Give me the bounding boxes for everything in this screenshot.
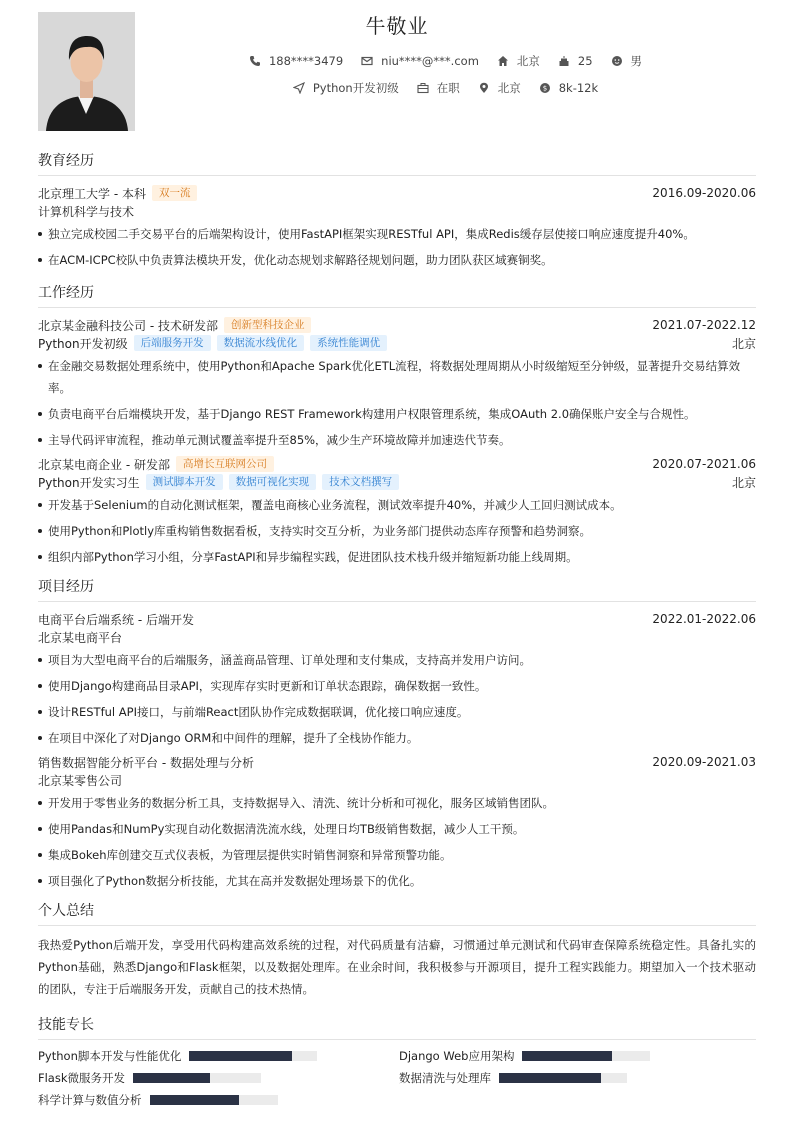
major-name: 计算机科学与技术 xyxy=(38,204,135,219)
job-bullets xyxy=(38,494,756,568)
company-tag: 高增长互联网公司 xyxy=(176,456,274,472)
phone-icon xyxy=(249,55,261,67)
age-text: 25 xyxy=(577,54,593,68)
job-role-row xyxy=(38,473,756,491)
skill-level-bar xyxy=(499,1073,627,1083)
list-item: 负责电商平台后端模块开发，基于Django REST Framework构建用户权限管理系统，集成OAuth 2.0确保账户安全与合规性。 xyxy=(38,403,756,425)
project-org-row xyxy=(38,771,756,789)
job-date: 2020.07-2021.06 xyxy=(652,457,756,471)
work-title: 工作经历 xyxy=(38,282,756,308)
skill-level-fill xyxy=(133,1073,210,1083)
list-item: 开发用于零售业务的数据分析工具，支持数据导入、清洗、统计分析和可视化，服务区域销售团队。 xyxy=(38,792,756,814)
project-header-row xyxy=(38,610,756,628)
user-face-icon xyxy=(611,55,623,67)
contact-info-row xyxy=(135,53,756,69)
project-org: 北京某零售公司 xyxy=(38,773,123,788)
list-item: 使用Django构建商品目录API，实现库存实时更新和订单状态跟踪，确保数据一致性。 xyxy=(38,675,756,697)
list-item: 在项目中深化了对Django ORM和中间件的理解，提升了全栈协作能力。 xyxy=(38,727,756,749)
project-bullets xyxy=(38,649,756,749)
job-role: Python开发初级 xyxy=(38,336,128,351)
job-entry xyxy=(38,316,756,451)
list-item: 开发基于Selenium的自动化测试框架，覆盖电商核心业务流程，测试效率提升40%，并减少人工回归测试成本。 xyxy=(38,494,756,516)
svg-text:$: $ xyxy=(542,84,547,93)
send-icon xyxy=(293,82,305,94)
project-date: 2020.09-2021.03 xyxy=(652,755,756,769)
job-bullets xyxy=(38,355,756,451)
job-date: 2021.07-2022.12 xyxy=(652,318,756,332)
skill-level-fill xyxy=(189,1051,291,1061)
list-item: 项目为大型电商平台的后端服务，涵盖商品管理、订单处理和支付集成，支持高并发用户访问。 xyxy=(38,649,756,671)
gender-item xyxy=(611,53,643,69)
city-item xyxy=(478,80,521,96)
age-item xyxy=(558,54,593,68)
company-name: 北京某金融科技公司 - 技术研发部 xyxy=(38,318,218,333)
list-item: 设计RESTful API接口，与前端React团队协作完成数据联调，优化接口响应速度。 xyxy=(38,701,756,723)
project-bullets xyxy=(38,792,756,892)
skill-tag: 系统性能调优 xyxy=(310,335,387,351)
skill-item xyxy=(399,1070,756,1086)
education-section xyxy=(38,150,756,275)
candidate-name: 牛敬业 xyxy=(365,14,429,38)
skill-item xyxy=(38,1092,399,1108)
project-header-row xyxy=(38,753,756,771)
email-item xyxy=(361,54,479,68)
skills-section xyxy=(38,1014,756,1108)
status-item xyxy=(417,80,460,96)
skill-tag: 数据流水线优化 xyxy=(217,335,305,351)
skill-level-bar xyxy=(522,1051,650,1061)
position-text: Python开发初级 xyxy=(312,81,399,95)
list-item: 在金融交易数据处理系统中，使用Python和Apache Spark优化ETL流程，将数据处理周期从小时级缩短至分钟级，显著提升交易结算效率。 xyxy=(38,355,756,399)
phone-item xyxy=(249,54,343,68)
skill-name: 数据清洗与处理库 xyxy=(399,1071,491,1085)
skill-level-bar xyxy=(150,1095,278,1105)
skill-item xyxy=(38,1048,399,1064)
list-item: 使用Python和Plotly库重构销售数据看板，支持实时交互分析，为业务部门提供动态库存预警和趋势洞察。 xyxy=(38,520,756,542)
skill-level-bar xyxy=(133,1073,261,1083)
phone-text: 188****3479 xyxy=(268,54,344,68)
project-name: 销售数据智能分析平台 - 数据处理与分析 xyxy=(38,755,254,770)
cake-icon xyxy=(558,55,570,67)
skill-tag: 后端服务开发 xyxy=(134,335,211,351)
education-title: 教育经历 xyxy=(38,150,756,176)
money-icon xyxy=(539,82,551,94)
skill-tag: 测试脚本开发 xyxy=(146,474,223,490)
job-location: 北京 xyxy=(731,475,756,490)
job-header-row xyxy=(38,455,756,473)
list-item: 在ACM-ICPC校队中负责算法模块开发，优化动态规划求解路径规划问题，助力团队获区域赛铜奖。 xyxy=(38,249,756,271)
home-icon xyxy=(497,55,509,67)
project-entry xyxy=(38,753,756,892)
projects-section xyxy=(38,576,756,896)
education-date: 2016.09-2020.06 xyxy=(652,186,756,200)
job-header-row xyxy=(38,316,756,334)
list-item: 主导代码评审流程，推动单元测试覆盖率提升至85%，减少生产环境故障并加速迭代节奏。 xyxy=(38,429,756,451)
skill-name: 科学计算与数值分析 xyxy=(38,1093,142,1107)
skill-level-fill xyxy=(150,1095,240,1105)
skills-title: 技能专长 xyxy=(38,1014,756,1040)
list-item: 组织内部Python学习小组，分享FastAPI和异步编程实践，促进团队技术栈升级并缩短新功能上线周期。 xyxy=(38,546,756,568)
project-org: 北京某电商平台 xyxy=(38,630,123,645)
skill-level-bar xyxy=(189,1051,317,1061)
summary-text: 我热爱Python后端开发，享受用代码构建高效系统的过程，对代码质量有洁癖，习惯通过单元测试和代码审查保障系统稳定性。具备扎实的Python基础，熟悉Django和Flask框架，以及数据处理库。在业余时间，我积极参与开源项目，提升工程实践能力。期望加入一个技术驱动的团队，专注于后端服务开发，贡献自己的技术热情。 xyxy=(38,938,756,996)
company-tag: 创新型科技企业 xyxy=(224,317,312,333)
resume-page xyxy=(38,0,756,1123)
job-role-row xyxy=(38,334,756,352)
project-name: 电商平台后端系统 - 后端开发 xyxy=(38,612,194,627)
work-section xyxy=(38,282,756,572)
skill-item xyxy=(399,1048,756,1064)
skill-tag: 数据可视化实现 xyxy=(229,474,317,490)
hometown-text: 北京 xyxy=(516,54,540,68)
job-role: Python开发实习生 xyxy=(38,475,140,490)
list-item: 集成Bokeh库创建交互式仪表板，为管理层提供实时销售洞察和异常预警功能。 xyxy=(38,844,756,866)
salary-text: 8k-12k xyxy=(558,81,599,95)
skill-name: Python脚本开发与性能优化 xyxy=(38,1049,182,1063)
skill-level-fill xyxy=(499,1073,601,1083)
skills-grid xyxy=(38,1048,756,1108)
education-bullets xyxy=(38,223,756,271)
status-text: 在职 xyxy=(436,81,460,95)
major-row xyxy=(38,202,756,220)
position-item xyxy=(293,80,399,96)
list-item: 独立完成校园二手交易平台的后端架构设计，使用FastAPI框架实现RESTful API，集成Redis缓存层使接口响应速度提升40%。 xyxy=(38,223,756,245)
skill-level-fill xyxy=(522,1051,612,1061)
project-entry xyxy=(38,610,756,749)
job-location: 北京 xyxy=(731,336,756,351)
city-text: 北京 xyxy=(497,81,521,95)
gender-text: 男 xyxy=(630,54,643,68)
hometown-item xyxy=(497,53,540,69)
education-header-row xyxy=(38,184,756,202)
location-pin-icon xyxy=(478,82,490,94)
skill-name: Flask微服务开发 xyxy=(38,1071,126,1085)
projects-title: 项目经历 xyxy=(38,576,756,602)
project-date: 2022.01-2022.06 xyxy=(652,612,756,626)
skill-item xyxy=(38,1070,399,1086)
salary-item xyxy=(539,81,598,95)
briefcase-icon xyxy=(417,82,429,94)
skill-name: Django Web应用架构 xyxy=(399,1049,515,1063)
list-item: 项目强化了Python数据分析技能，尤其在高并发数据处理场景下的优化。 xyxy=(38,870,756,892)
summary-section xyxy=(38,900,756,1000)
school-tag: 双一流 xyxy=(152,185,198,201)
project-org-row xyxy=(38,628,756,646)
job-intent-row xyxy=(135,80,756,96)
email-text: niu****@***.com xyxy=(381,54,479,68)
mail-icon xyxy=(361,55,373,67)
list-item: 使用Pandas和NumPy实现自动化数据清洗流水线，处理日均TB级销售数据，减少人工干预。 xyxy=(38,818,756,840)
job-entry xyxy=(38,455,756,568)
company-name: 北京某电商企业 - 研发部 xyxy=(38,457,170,472)
school-name: 北京理工大学 - 本科 xyxy=(38,186,146,201)
skill-tag: 技术文档撰写 xyxy=(322,474,399,490)
summary-title: 个人总结 xyxy=(38,900,756,926)
